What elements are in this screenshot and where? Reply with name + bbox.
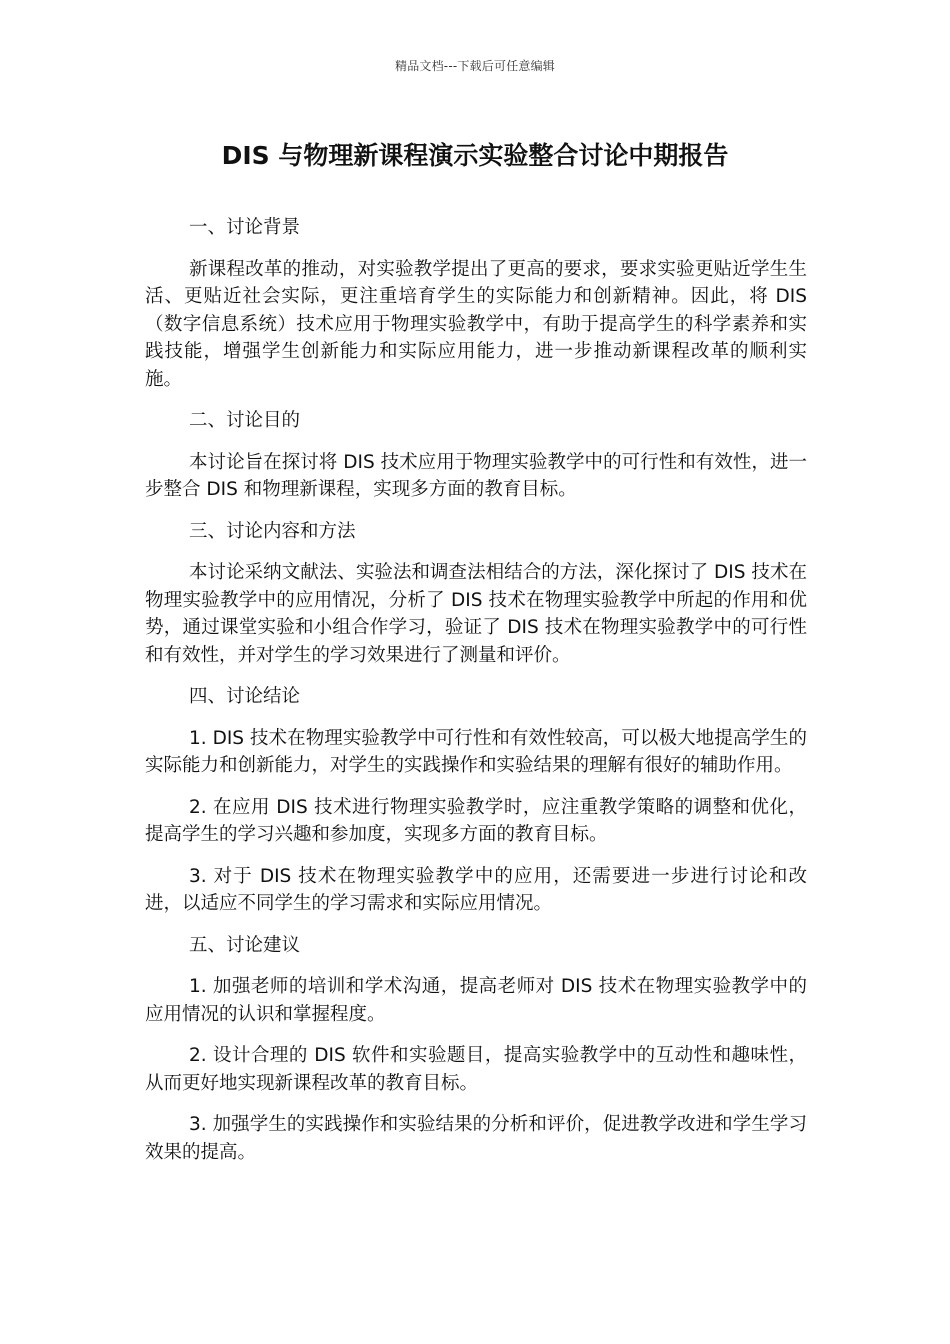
section-suggestions	[145, 932, 807, 1167]
section-purpose	[145, 407, 807, 504]
paragraph: 2. 设计合理的 DIS 软件和实验题目，提高实验教学中的互动性和趣味性，从而更好地实现新课程改革的教育目标。	[145, 1045, 807, 1094]
section-heading: 四、讨论结论	[189, 686, 301, 707]
section-conclusion	[145, 683, 807, 918]
paragraph: 3. 对于 DIS 技术在物理实验教学中的应用，还需要进一步进行讨论和改进，以适应不同学生的学习需求和实际应用情况。	[145, 865, 807, 914]
paragraph: 新课程改革的推动，对实验教学提出了更高的要求，要求实验更贴近学生生活、更贴近社会实际，更注重培育学生的实际能力和创新精神。因此，将 DIS（数字信息系统）技术应用于物理实验教学中，有助于提高学生的科学素养和实践技能，增强学生创新能力和实际应用能力，进一步推动新课程改革的顺利实施。	[145, 258, 807, 390]
section-background	[145, 214, 807, 393]
paragraph: 1. 加强老师的培训和学术沟通，提高老师对 DIS 技术在物理实验教学中的应用情况的认识和掌握程度。	[145, 976, 807, 1025]
paragraph: 3. 加强学生的实践操作和实验结果的分析和评价，促进教学改进和学生学习效果的提高。	[145, 1114, 807, 1163]
paragraph: 2. 在应用 DIS 技术进行物理实验教学时，应注重教学策略的调整和优化，提高学生的学习兴趣和参加度，实现多方面的教育目标。	[145, 796, 807, 845]
paragraph: 1. DIS 技术在物理实验教学中可行性和有效性较高，可以极大地提高学生的实际能力和创新能力，对学生的实践操作和实验结果的理解有很好的辅助作用。	[145, 727, 807, 776]
page-title: DIS 与物理新课程演示实验整合讨论中期报告	[221, 141, 729, 170]
document-body	[145, 214, 807, 1180]
paragraph: 本讨论旨在探讨将 DIS 技术应用于物理实验教学中的可行性和有效性，进一步整合 DIS 和物理新课程，实现多方面的教育目标。	[145, 451, 807, 500]
section-heading: 一、讨论背景	[189, 217, 301, 238]
section-heading: 三、讨论内容和方法	[189, 520, 356, 542]
header-note: 精品文档---下载后可任意编辑	[395, 59, 555, 73]
section-heading: 五、讨论建议	[189, 934, 301, 956]
section-heading: 二、讨论目的	[189, 410, 301, 431]
paragraph: 本讨论采纳文献法、实验法和调查法相结合的方法，深化探讨了 DIS 技术在物理实验教学中的应用情况，分析了 DIS 技术在物理实验教学中所起的作用和优势，通过课堂实验和小组合作学习，验证了 DIS 技术在物理实验教学中的可行性和有效性，并对学生的学习效果进行了测量和评价。	[145, 562, 807, 666]
section-content-method	[145, 518, 807, 670]
